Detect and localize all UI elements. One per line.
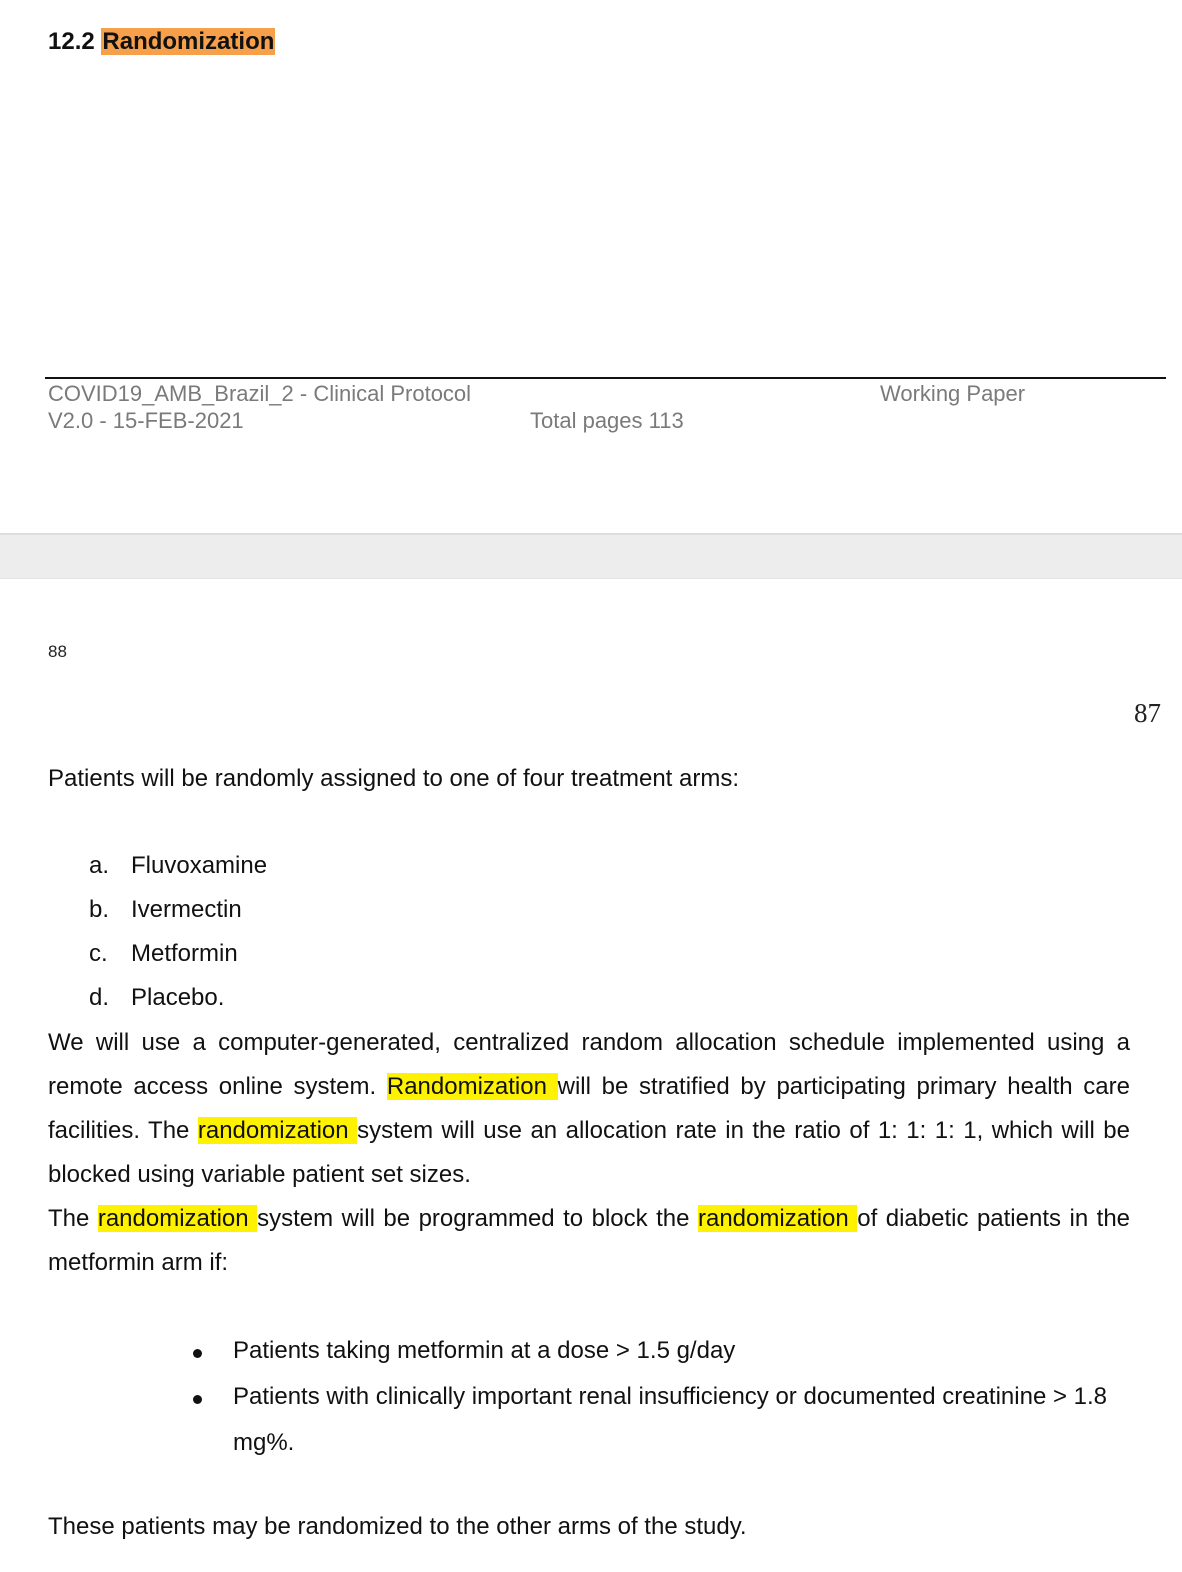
footer-status: Working Paper [880, 381, 1026, 406]
paragraph-text: system will be programmed to block the [257, 1205, 698, 1232]
list-item-letter: c. [89, 940, 108, 967]
metformin-block-paragraph [48, 1197, 1130, 1285]
section-heading [48, 28, 275, 56]
list-item: Fluvoxamine [131, 852, 268, 879]
footer-protocol: COVID19_AMB_Brazil_2 - Clinical Protocol [48, 381, 472, 406]
bullet-icon [193, 1395, 202, 1404]
footer-version: V2.0 - 15-FEB-2021 [48, 408, 244, 433]
paragraph-text: will be stratified by participating primary health care facilities. The [48, 1073, 1130, 1144]
paragraph-text: We will use a computer-generated, centralized random allocation schedule implemented using a remote access online system. [48, 1029, 1130, 1100]
closing-sentence: These patients may be randomized to the other arms of the study. [48, 1513, 747, 1540]
paragraph-text: system will use an allocation rate in the ratio of 1: 1: 1: 1, which will be blocked using variable patient set sizes. [48, 1117, 1130, 1188]
list-item: Patients taking metformin at a dose > 1.5 g/day [233, 1337, 736, 1364]
list-item-letter: d. [89, 984, 110, 1011]
list-item: Placebo. [131, 984, 225, 1011]
page-number-left: 88 [48, 642, 67, 661]
section-number: 12.2 [48, 28, 95, 55]
footer-divider [45, 377, 1166, 379]
highlighted-term: Randomization [386, 1073, 558, 1100]
footer-total-pages: Total pages 113 [530, 408, 684, 433]
list-item: Ivermectin [131, 896, 242, 923]
allocation-paragraph [48, 1021, 1130, 1197]
bullet-icon [193, 1349, 202, 1358]
intro-sentence: Patients will be randomly assigned to one of four treatment arms: [48, 765, 740, 792]
list-item: Metformin [131, 940, 238, 967]
list-item-letter: a. [89, 852, 110, 879]
list-item: Patients with clinically important renal insufficiency or documented creatinine > 1.8 mg%. [233, 1383, 1108, 1456]
highlighted-term: randomization [697, 1205, 858, 1232]
list-item-letter: b. [89, 896, 110, 923]
paragraph-text: The [48, 1205, 98, 1232]
highlighted-term: randomization [97, 1205, 258, 1232]
page-number-right: 87 [1134, 698, 1161, 728]
page-separator [0, 533, 1182, 579]
section-title: Randomization [102, 28, 275, 55]
highlighted-term: randomization [197, 1117, 358, 1144]
paragraph-text: of diabetic patients in the metformin arm if: [48, 1205, 1131, 1276]
